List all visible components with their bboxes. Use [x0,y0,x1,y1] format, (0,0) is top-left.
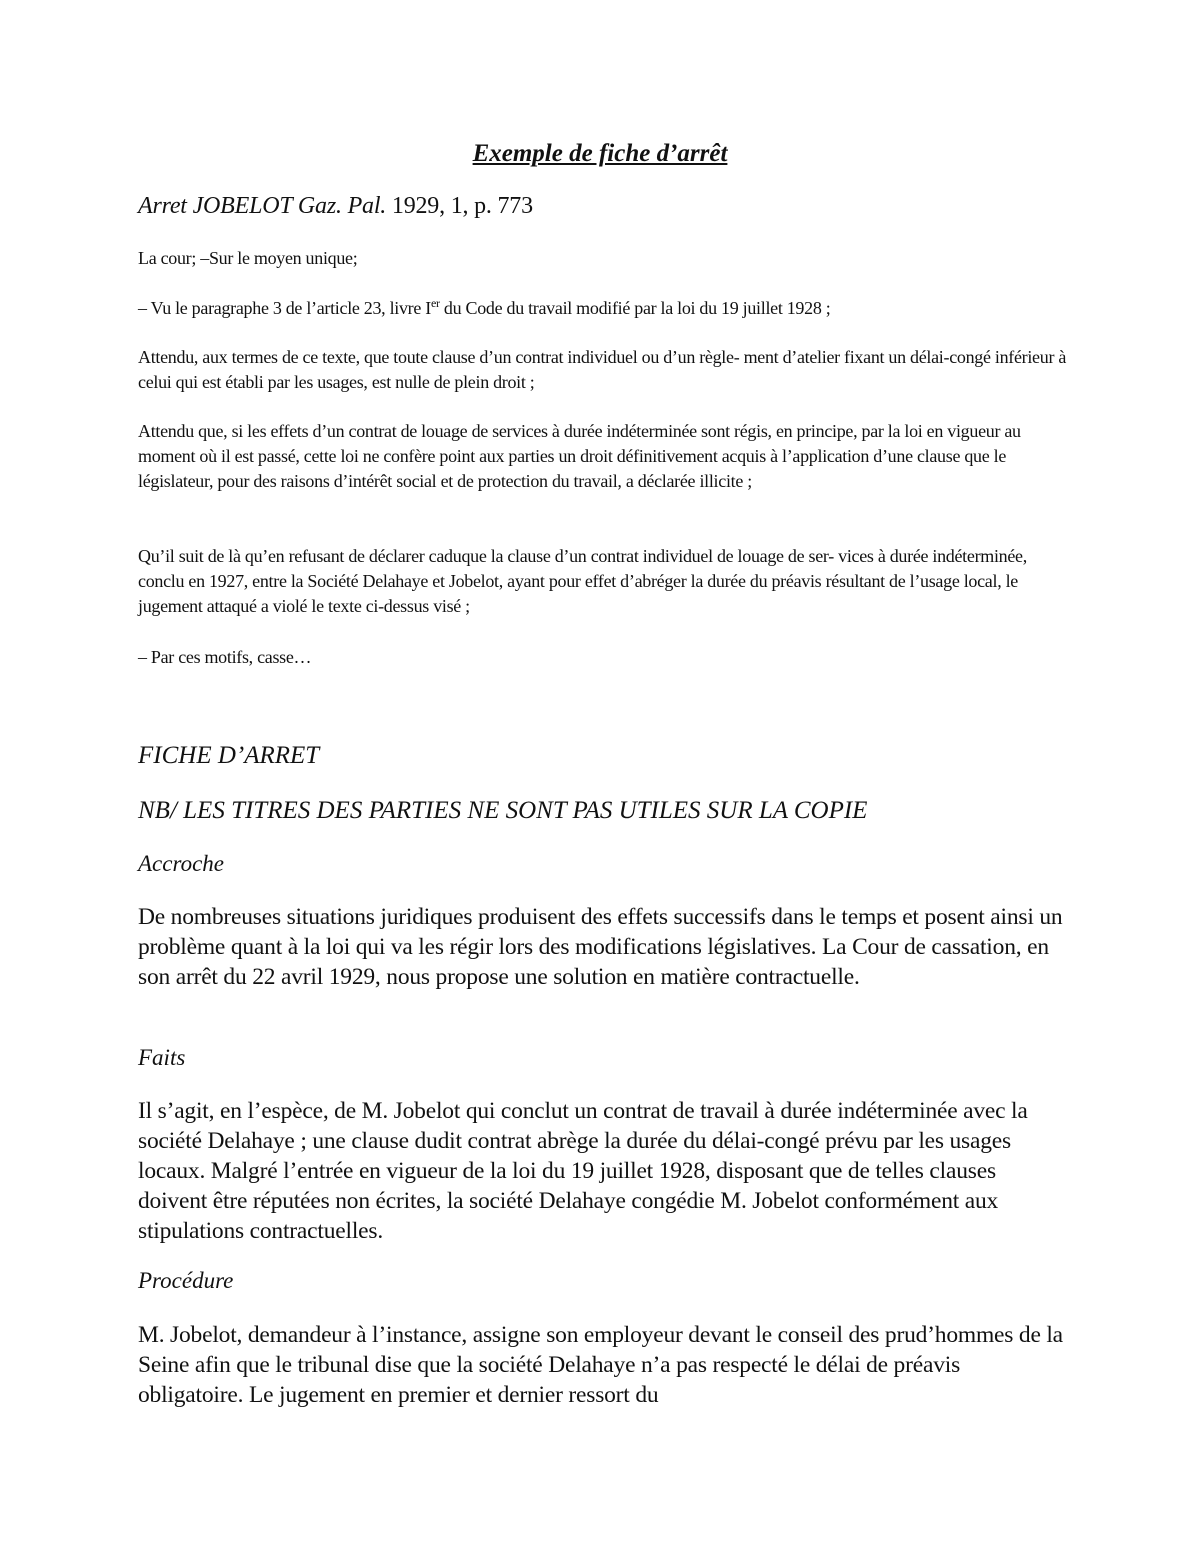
fiche-note: NB/ LES TITRES DES PARTIES NE SONT PAS UTILES SUR LA COPIE [138,797,868,824]
procedure-text: M. Jobelot, demandeur à l’instance, assigne son employeur devant le conseil des prud’hommes de la Seine afin que le tribunal dise que la société Delahaye n’a pas respecté le délai de préavis obligatoire. Le jugement en premier et dernier ressort du [138,1322,1063,1408]
case-reference [138,193,533,220]
document-title: Exemple de fiche d’arrêt [472,140,728,167]
case-reference-prefix: Arret JOBELOT [138,193,293,219]
ruling-paragraph-2-end: du Code du travail modifié par la loi du 19 juillet 1928 ; [439,298,831,318]
ruling-paragraph-4: Attendu que, si les effets d’un contrat de louage de services à durée indéterminée sont régis, en principe, par la loi en vigueur au moment où il est passé, cette loi ne confère point aux parties un droit définitivement acquis à l’application d’une clause que le législateur, pour des raisons d’intérêt social et de protection du travail, a déclarée illicite ; [138,421,1021,491]
case-reference-journal: Gaz. Pal. [297,193,387,219]
procedure-title: Procédure [138,1268,234,1293]
ruling-paragraph-5: Qu’il suit de là qu’en refusant de déclarer caduque la clause d’un contrat individuel de louage de ser- vices à durée indéterminée, conclu en 1927, entre la Société Delahaye et Jobelot, ayant pour effet d’abréger la durée du préavis résultant de l’usage local, le jugement attaqué a violé le texte ci-dessus visé ; [138,546,1027,616]
fiche-heading: FICHE D’ARRET [138,742,320,769]
faits-title: Faits [138,1045,186,1070]
ruling-paragraph-1: La cour; –Sur le moyen unique; [138,248,358,268]
accroche-text: De nombreuses situations juridiques produisent des effets successifs dans le temps et posent ainsi un problème quant à la loi qui va les régir lors des modifications législatives. La Cour de cassation, en son arrêt du 22 avril 1929, nous propose une solution en matière contractuelle. [138,904,1063,990]
accroche-title: Accroche [138,851,224,876]
faits-text: Il s’agit, en l’espèce, de M. Jobelot qui conclut un contrat de travail à durée indéterminée avec la société Delahaye ; une clause dudit contrat abrège la durée du délai-congé prévu par les usages locaux. Malgré l’entrée en vigueur de la loi du 19 juillet 1928, disposant que de telles clauses doivent être réputées non écrites, la société Delahaye congédie M. Jobelot conformément aux stipulations contractuelles. [138,1098,1028,1244]
ruling-paragraph-2-start: – Vu le paragraphe 3 de l’article 23, livre I [138,298,431,318]
case-reference-citation: 1929, 1, p. 773 [391,193,533,219]
ruling-paragraph-2 [138,296,1068,321]
ruling-paragraph-3: Attendu, aux termes de ce texte, que toute clause d’un contrat individuel ou d’un règle- ment d’atelier fixant un délai-congé inférieur à celui qui est établi par les usages, est nulle de plein droit ; [138,347,1067,392]
ruling-paragraph-6: – Par ces motifs, casse… [138,647,312,667]
ruling-paragraph-2-superscript: er [430,296,440,310]
